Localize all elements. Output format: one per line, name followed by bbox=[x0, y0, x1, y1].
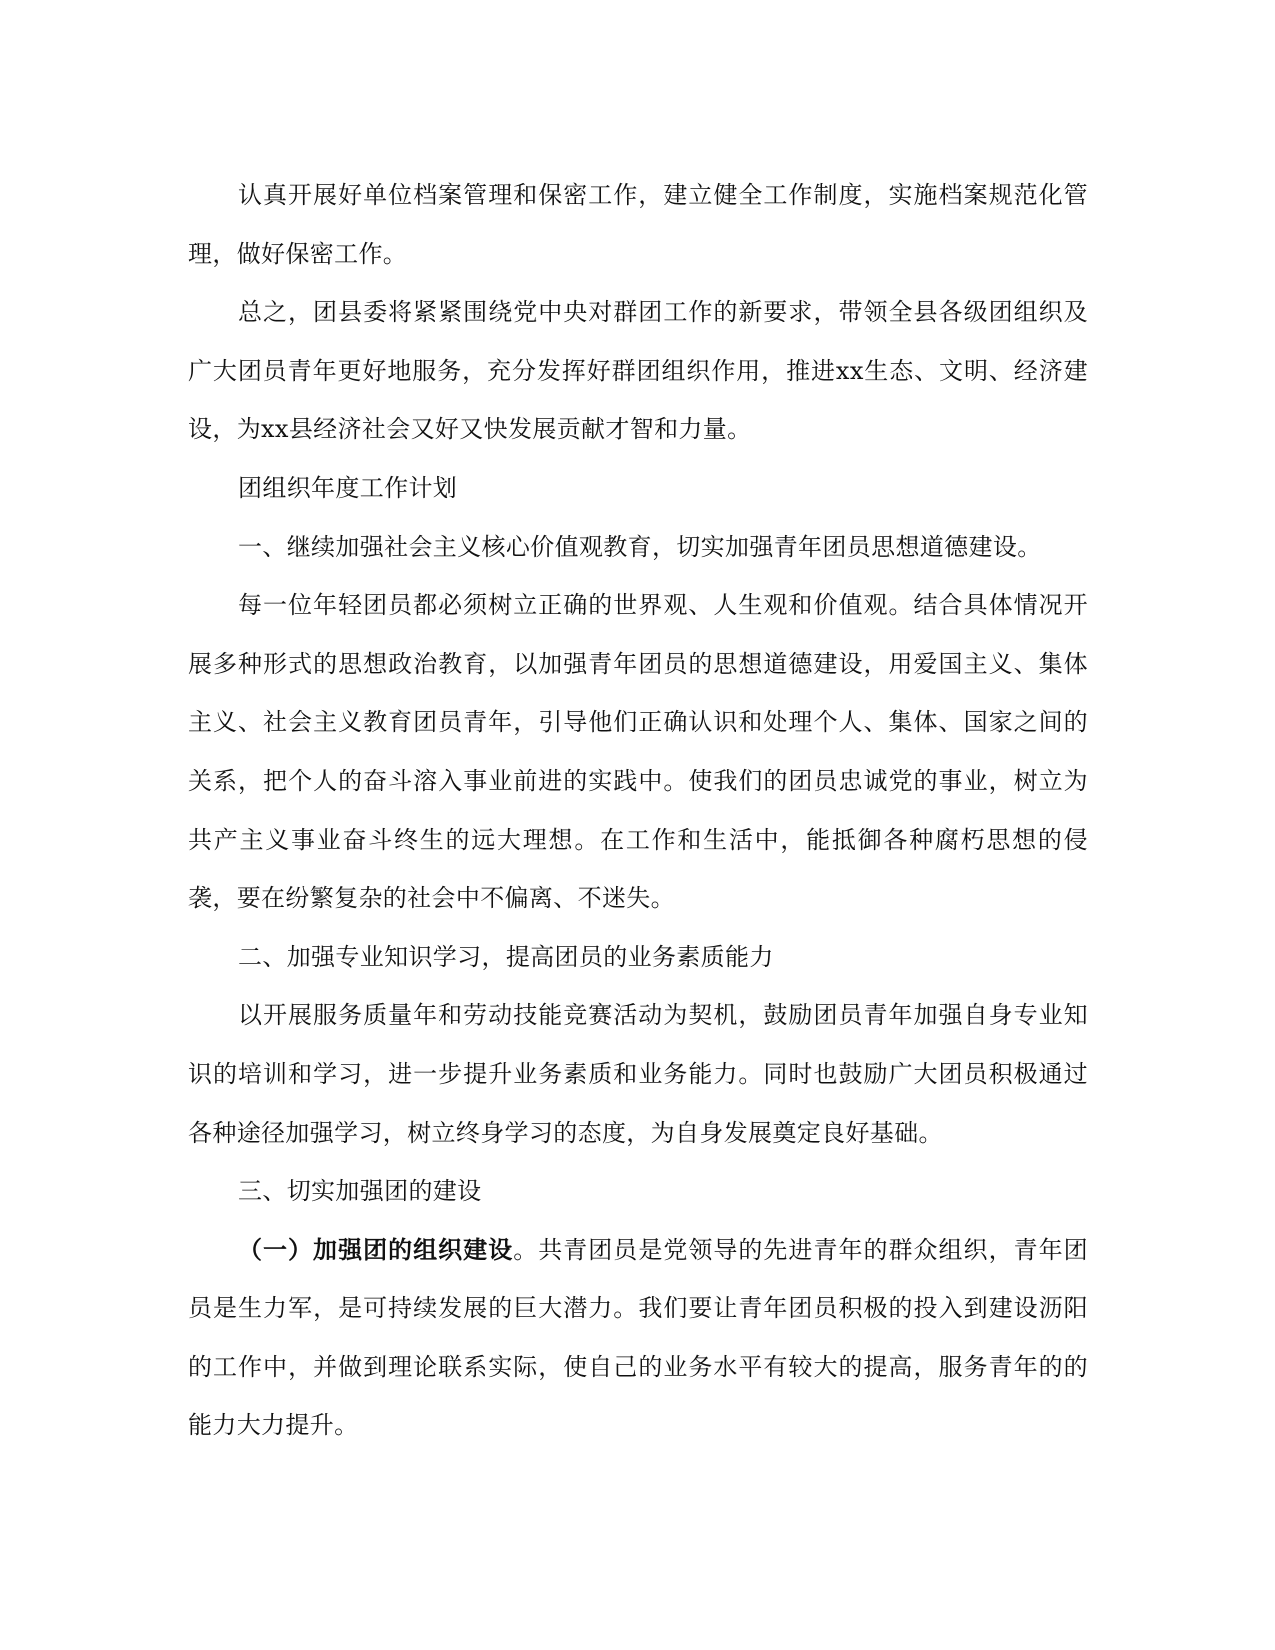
paragraph-professional-learning: 以开展服务质量年和劳动技能竞赛活动为契机，鼓励团员青年加强自身专业知识的培训和学习，进一步提升业务素质和业务能力。同时也鼓励广大团员积极通过各种途径加强学习，树立终身学习的态度，为自身发展奠定良好基础。 bbox=[188, 1001, 1088, 1147]
paragraph-archive-management: 认真开展好单位档案管理和保密工作，建立健全工作制度，实施档案规范化管理，做好保密工作。 bbox=[188, 181, 1088, 268]
paragraph-organization-building-text: 。共青团员是党领导的先进青年的群众组织，青年团员是生力军，是可持续发展的巨大潜力。我们要让青年团员积极的投入到建设沥阳的工作中，并做到理论联系实际，使自己的业务水平有较大的提高，服务青年的的能力大力提升。 bbox=[188, 1235, 1088, 1440]
paragraph-moral-education: 每一位年轻团员都必须树立正确的世界观、人生观和价值观。结合具体情况开展多种形式的思想政治教育，以加强青年团员的思想道德建设，用爱国主义、集体主义、社会主义教育团员青年，引导他们正确认识和处理个人、集体、国家之间的关系，把个人的奋斗溶入事业前进的实践中。使我们的团员忠诚党的事业，树立为共产主义事业奋斗终生的远大理想。在工作和生活中，能抵御各种腐朽思想的侵袭，要在纷繁复杂的社会中不偏离、不迷失。 bbox=[188, 591, 1088, 913]
subheading-organization-building: （一）加强团的组织建设 bbox=[238, 1234, 514, 1264]
heading-item-three: 三、切实加强团的建设 bbox=[238, 1177, 482, 1206]
heading-item-two: 二、加强专业知识学习，提高团员的业务素质能力 bbox=[238, 942, 774, 971]
paragraph-organization-building bbox=[188, 1221, 1088, 1455]
paragraph-summary: 总之，团县委将紧紧围绕党中央对群团工作的新要求，带领全县各级团组织及广大团员青年更好地服务，充分发挥好群团组织作用，推进xx生态、文明、经济建设，为xx县经济社会又好又快发展贡献才智和力量。 bbox=[188, 298, 1088, 444]
heading-item-one: 一、继续加强社会主义核心价值观教育，切实加强青年团员思想道德建设。 bbox=[238, 532, 1042, 561]
section-title-annual-plan: 团组织年度工作计划 bbox=[238, 473, 458, 502]
document-body bbox=[188, 166, 1088, 1455]
